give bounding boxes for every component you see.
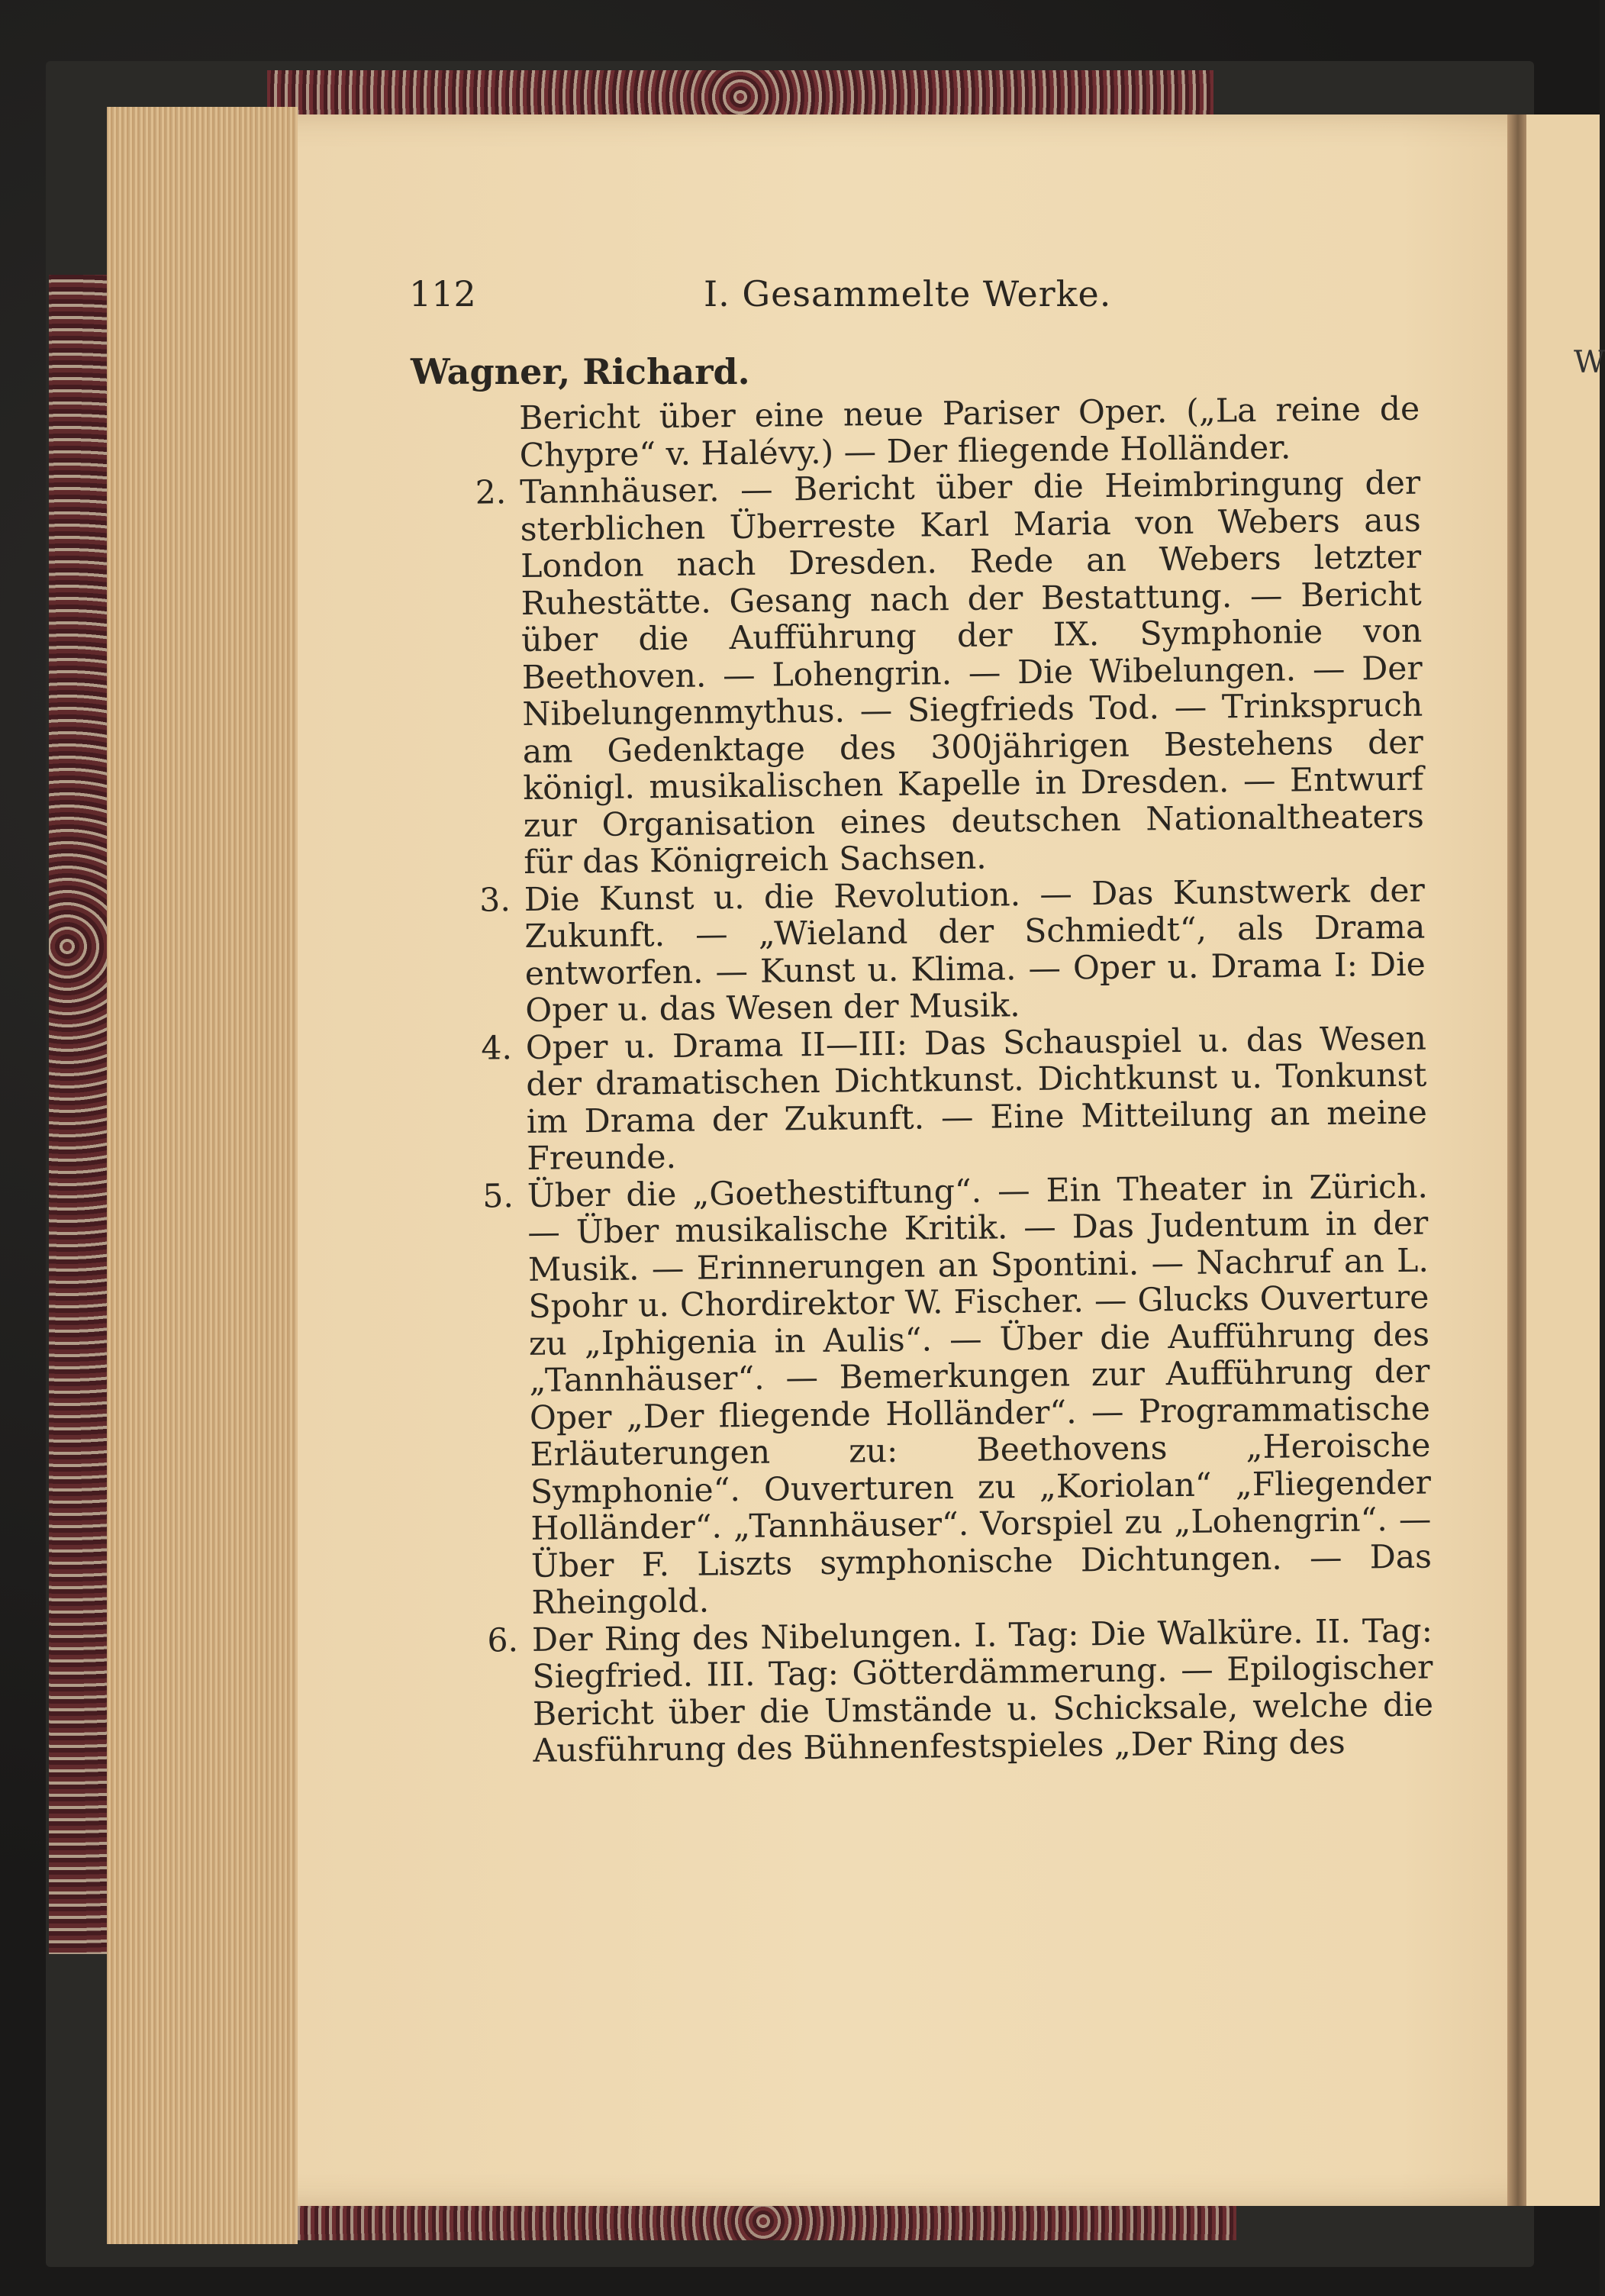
marbled-endpaper-left	[49, 275, 110, 1954]
facing-page	[1526, 114, 1600, 2206]
entry-volume-5	[482, 1168, 1433, 1622]
entry-text: Tannhäuser. — Bericht über die Heimbringung der sterblichen Überreste Karl Maria von Webers aus London nach Dresden. Rede an Webers letzter Ruhestätte. Gesang nach der Bestattung. — Bericht über die Aufführung der IX. Symphonie von Beethoven. — Lohengrin. — Die Wibelungen. — Der Nibelungenmythus. — Siegfrieds Tod. — Trinkspruch am Gedenktage des 300jährigen Bestehens der königl. musikalischen Kapelle in Dresden. — Entwurf zur Organisation eines deutschen Nationaltheaters für das Königreich Sachsen.	[520, 464, 1425, 882]
entry-number: 2.	[475, 474, 507, 512]
entry-text: Bericht über eine neue Pariser Oper. („La reine de Chypre“ v. Halévy.) — Der fliegende Holländer.	[518, 390, 1420, 475]
entry-number: 3.	[479, 881, 511, 920]
entry-text: Die Kunst u. die Revolution. — Das Kunstwerk der Zukunft. — „Wieland der Schmiedt“, als Drama entworfen. — Kunst u. Klima. — Oper u. Drama I: Die Oper u. das Wesen der Musik.	[524, 872, 1426, 1030]
book-gutter	[1507, 114, 1529, 2206]
page-edges	[107, 107, 298, 2244]
entry-volume-2	[475, 464, 1425, 882]
entry-number: 4.	[481, 1029, 513, 1068]
entry-number: 6.	[487, 1621, 519, 1660]
entry-volume-4	[481, 1020, 1428, 1178]
entry-number: 5.	[482, 1177, 514, 1216]
entry-text: Der Ring des Nibelungen. I. Tag: Die Walküre. II. Tag: Siegfried. III. Tag: Götterdämmerung. — Epilogischer Bericht über die Umstände u. Schicksale, welche die Ausführung des Bühnenfestspieles „Der Ring des	[531, 1612, 1434, 1770]
entry-list	[475, 390, 1434, 1771]
entry-text: Über die „Goethestiftung“. — Ein Theater in Zürich. — Über musikalische Kritik. — Das Judentum in der Musik. — Erinnerungen an Spontini. — Nachruf an L. Spohr u. Chordirektor W. Fischer. — Glucks Ouverture zu „Iphigenia in Aulis“. — Über die Aufführung des „Tannhäuser“. — Bemerkungen zur Aufführung der Oper „Der fliegende Holländer“. — Programmatische Erläuterungen zu: Beethovens „Heroische Symphonie“. Ouverturen zu „Koriolan“ „Fliegender Holländer“. „Tannhäuser“. Vorspiel zu „Lohengrin“. — Über F. Liszts symphonische Dichtungen. — Das Rheingold.	[527, 1168, 1433, 1622]
entry-continuation	[519, 392, 1420, 475]
marbled-endpaper-bottom	[290, 2202, 1236, 2240]
facing-page-fragment: W	[1574, 345, 1605, 380]
running-head: I. Gesammelte Werke.	[704, 273, 1112, 314]
entry-volume-6	[487, 1612, 1434, 1770]
entry-volume-3	[479, 872, 1426, 1030]
entry-text: Oper u. Drama II—III: Das Schauspiel u. das Wesen der dramatischen Dichtkunst. Dichtkunst u. Tonkunst im Drama der Zukunft. — Eine Mitteilung an meine Freunde.	[525, 1020, 1428, 1178]
author-heading: Wagner, Richard.	[411, 351, 750, 392]
page-number: 112	[409, 273, 476, 314]
